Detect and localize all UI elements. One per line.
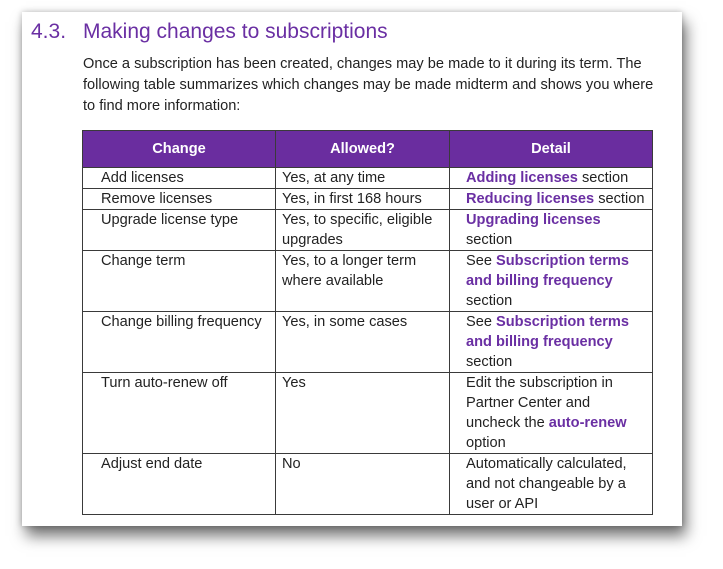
table-header-row <box>83 131 653 168</box>
detail-text: section <box>594 191 645 207</box>
detail-text: section <box>577 170 629 186</box>
section-number: 4.3. <box>31 20 67 43</box>
cell-allowed: Yes, to a longer term where available <box>276 251 450 312</box>
cell-change: Turn auto-renew off <box>83 373 276 454</box>
cell-change: Change term <box>83 251 276 312</box>
header-change: Change <box>83 131 276 168</box>
cell-change: Upgrade license type <box>83 210 276 251</box>
detail-text: section <box>466 232 513 248</box>
table-row <box>83 251 653 312</box>
cell-change: Change billing frequency <box>83 312 276 373</box>
detail-text: section <box>466 293 513 309</box>
table-row <box>83 210 653 251</box>
table-row <box>83 373 653 454</box>
document-page <box>22 12 682 526</box>
cell-allowed: Yes, at any time <box>276 168 450 189</box>
cell-allowed: No <box>276 454 450 515</box>
table-row <box>83 189 653 210</box>
cell-change: Remove licenses <box>83 189 276 210</box>
header-allowed: Allowed? <box>276 131 450 168</box>
detail-link[interactable]: Subscription terms and billing frequency <box>466 314 630 350</box>
cell-detail <box>450 168 653 189</box>
detail-text: option <box>466 435 506 451</box>
cell-change: Adjust end date <box>83 454 276 515</box>
detail-link[interactable]: Adding licenses <box>466 170 578 186</box>
cell-change: Add licenses <box>83 168 276 189</box>
detail-link[interactable]: Reducing licenses <box>466 191 595 207</box>
cell-detail <box>450 454 653 515</box>
table-row <box>83 168 653 189</box>
table-row <box>83 454 653 515</box>
section-title: Making changes to subscriptions <box>83 20 388 43</box>
detail-link[interactable]: Subscription terms and billing frequency <box>466 253 630 289</box>
cell-allowed: Yes, in first 168 hours <box>276 189 450 210</box>
detail-text: Edit the subscription in Partner Center and uncheck the <box>466 375 613 431</box>
detail-text: See <box>466 314 497 330</box>
detail-text: Automatically calculated, and not changeable by a user or API <box>466 456 627 512</box>
table-row <box>83 312 653 373</box>
section-heading <box>31 20 388 44</box>
cell-detail <box>450 312 653 373</box>
detail-link[interactable]: Upgrading licenses <box>466 212 601 228</box>
cell-allowed: Yes <box>276 373 450 454</box>
changes-table <box>82 130 653 515</box>
detail-text: section <box>466 354 513 370</box>
detail-link[interactable]: auto-renew <box>548 415 627 431</box>
cell-detail <box>450 251 653 312</box>
header-detail: Detail <box>450 131 653 168</box>
detail-text: See <box>466 253 497 269</box>
cell-allowed: Yes, in some cases <box>276 312 450 373</box>
cell-detail <box>450 189 653 210</box>
cell-detail <box>450 210 653 251</box>
cell-allowed: Yes, to specific, eligible upgrades <box>276 210 450 251</box>
cell-detail <box>450 373 653 454</box>
intro-paragraph: Once a subscription has been created, changes may be made to it during its term. The following table summarizes which changes may be made midterm and shows you where to find more information: <box>83 56 654 114</box>
